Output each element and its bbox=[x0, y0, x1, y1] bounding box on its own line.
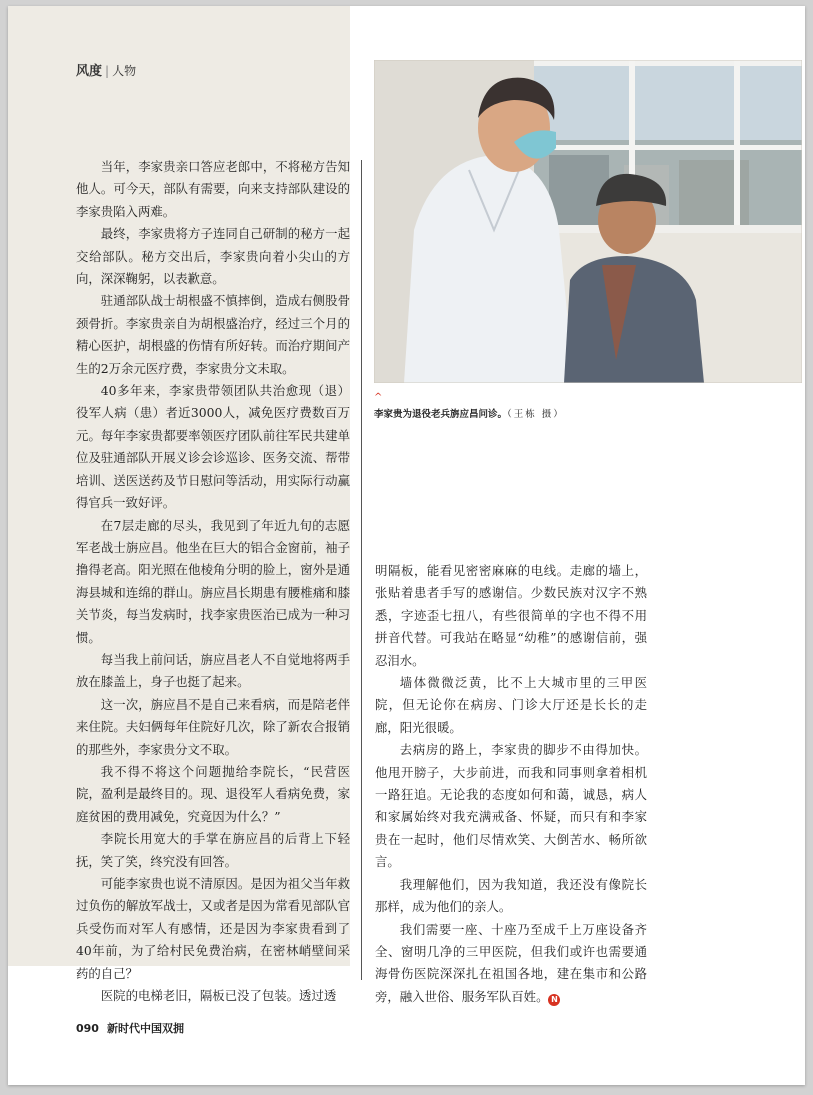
photo-credit: （王栋 摄） bbox=[507, 409, 565, 420]
paragraph: 我不得不将这个问题抛给李院长，“民营医院，盈利是最终目的。现、退役军人看病免费，家庭贫困的费用减免，究竟因为什么？” bbox=[76, 763, 350, 824]
photo-caption bbox=[374, 406, 565, 420]
paragraph: 当年，李家贵亲口答应老郎中，不将秘方告知他人。可今天，部队有需要，向来支持部队建设的李家贵陷入两难。 bbox=[76, 159, 350, 219]
end-mark-icon: N bbox=[548, 994, 560, 1006]
section-name: 风度 bbox=[76, 64, 103, 79]
paragraph: 40多年来，李家贵带领团队共治愈现（退）役军人病（患）者近3000人，减免医疗费数百万元。每年李家贵都要率领医疗团队前往军民共建单位及驻通部队开展义诊会诊巡诊、医务交流、帮带培训、送医送药及节日慰问等活动，用实际行动赢得官兵一致好评。 bbox=[76, 383, 350, 511]
paragraph: 李院长用宽大的手掌在旃应昌的后背上下轻抚，笑了笑，终究没有回答。 bbox=[76, 831, 350, 869]
article-column-left bbox=[76, 156, 350, 1007]
photo-illustration bbox=[374, 60, 802, 383]
paragraph: 墙体微微泛黄，比不上大城市里的三甲医院，但无论你在病房、门诊大厅还是长长的走廊，阳光很暖。 bbox=[375, 675, 647, 735]
paragraph: 每当我上前问话，旃应昌老人不自觉地将两手放在膝盖上，身子也挺了起来。 bbox=[76, 651, 350, 690]
caret-up-icon: ^ bbox=[374, 392, 383, 403]
header-divider: | bbox=[105, 64, 110, 78]
paragraph: 在7层走廊的尽头，我见到了年近九旬的志愿军老战士旃应昌。他坐在巨大的铝合金窗前，袖子撸得老高。阳光照在他棱角分明的脸上，窗外是通海县城和连绵的群山。旃应昌长期患有腰椎痛和膝关节炎，每当发病时，找李家贵医治已成为一种习惯。 bbox=[76, 517, 350, 645]
paragraph: 去病房的路上，李家贵的脚步不由得加快。他甩开膀子，大步前进，而我和同事则拿着相机一路狂追。无论我的态度如何和蔼，诚恳，病人和家属始终对我充满戒备、怀疑，而只有和李家贵在一起时，他们尽情欢笑、大倒苦水、畅所欲言。 bbox=[375, 742, 647, 870]
article-photo bbox=[374, 60, 802, 383]
paragraph: 医院的电梯老旧，隔板已没了包装。透过透 bbox=[100, 988, 337, 1004]
article-column-right bbox=[375, 560, 647, 1008]
page-footer bbox=[76, 1020, 184, 1036]
paragraph: 可能李家贵也说不清原因。是因为祖父当年救过负伤的解放军战士，又或者是因为常看见部队官兵受伤而对军人有感情，还是因为李家贵看到了40年前，为了给村民免费治病，在密林峭壁间采药的自己？ bbox=[76, 876, 350, 981]
final-paragraph bbox=[375, 919, 647, 1009]
photo-caption-block bbox=[374, 393, 565, 420]
paragraph: 驻通部队战士胡根盛不慎摔倒，造成右侧股骨颈骨折。李家贵亲自为胡根盛治疗，经过三个月的精心医护，胡根盛的伤情有所好转。而治疗期间产生的2万余元医疗费，李家贵分文未取。 bbox=[76, 293, 350, 376]
section-category: 人物 bbox=[112, 64, 137, 78]
page-number: 090 bbox=[76, 1022, 99, 1035]
paragraph-text: 我们需要一座、十座乃至成千上万座设备齐全、窗明几净的三甲医院，但我们或许也需要通海骨伤医院深深扎在祖国各地，建在集市和公路旁，融入世俗、服务军队百姓。 bbox=[375, 921, 647, 1004]
magazine-page bbox=[8, 6, 805, 1085]
magazine-title: 新时代中国双拥 bbox=[106, 1022, 184, 1035]
caption-text: 李家贵为退役老兵旃应昌问诊。 bbox=[374, 409, 508, 420]
paragraph: 这一次，旃应昌不是自己来看病，而是陪老伴来住院。夫妇俩每年住院好几次，除了新农合报销的那些外，李家贵分文不取。 bbox=[76, 696, 350, 757]
paragraph: 我理解他们，因为我知道，我还没有像院长那样，成为他们的亲人。 bbox=[375, 876, 647, 915]
paragraph: 明隔板，能看见密密麻麻的电线。走廊的墙上，张贴着患者手写的感谢信。少数民族对汉字不熟悉，字迹歪七扭八，有些很简单的字也不得不用拼音代替。可我站在略显“幼稚”的感谢信前，强忍泪水。 bbox=[375, 563, 647, 668]
section-header bbox=[76, 60, 136, 79]
paragraph: 最终，李家贵将方子连同自己研制的秘方一起交给部队。秘方交出后，李家贵向着小尖山的方向，深深鞠躬，以表歉意。 bbox=[76, 226, 350, 287]
column-divider bbox=[361, 160, 362, 980]
